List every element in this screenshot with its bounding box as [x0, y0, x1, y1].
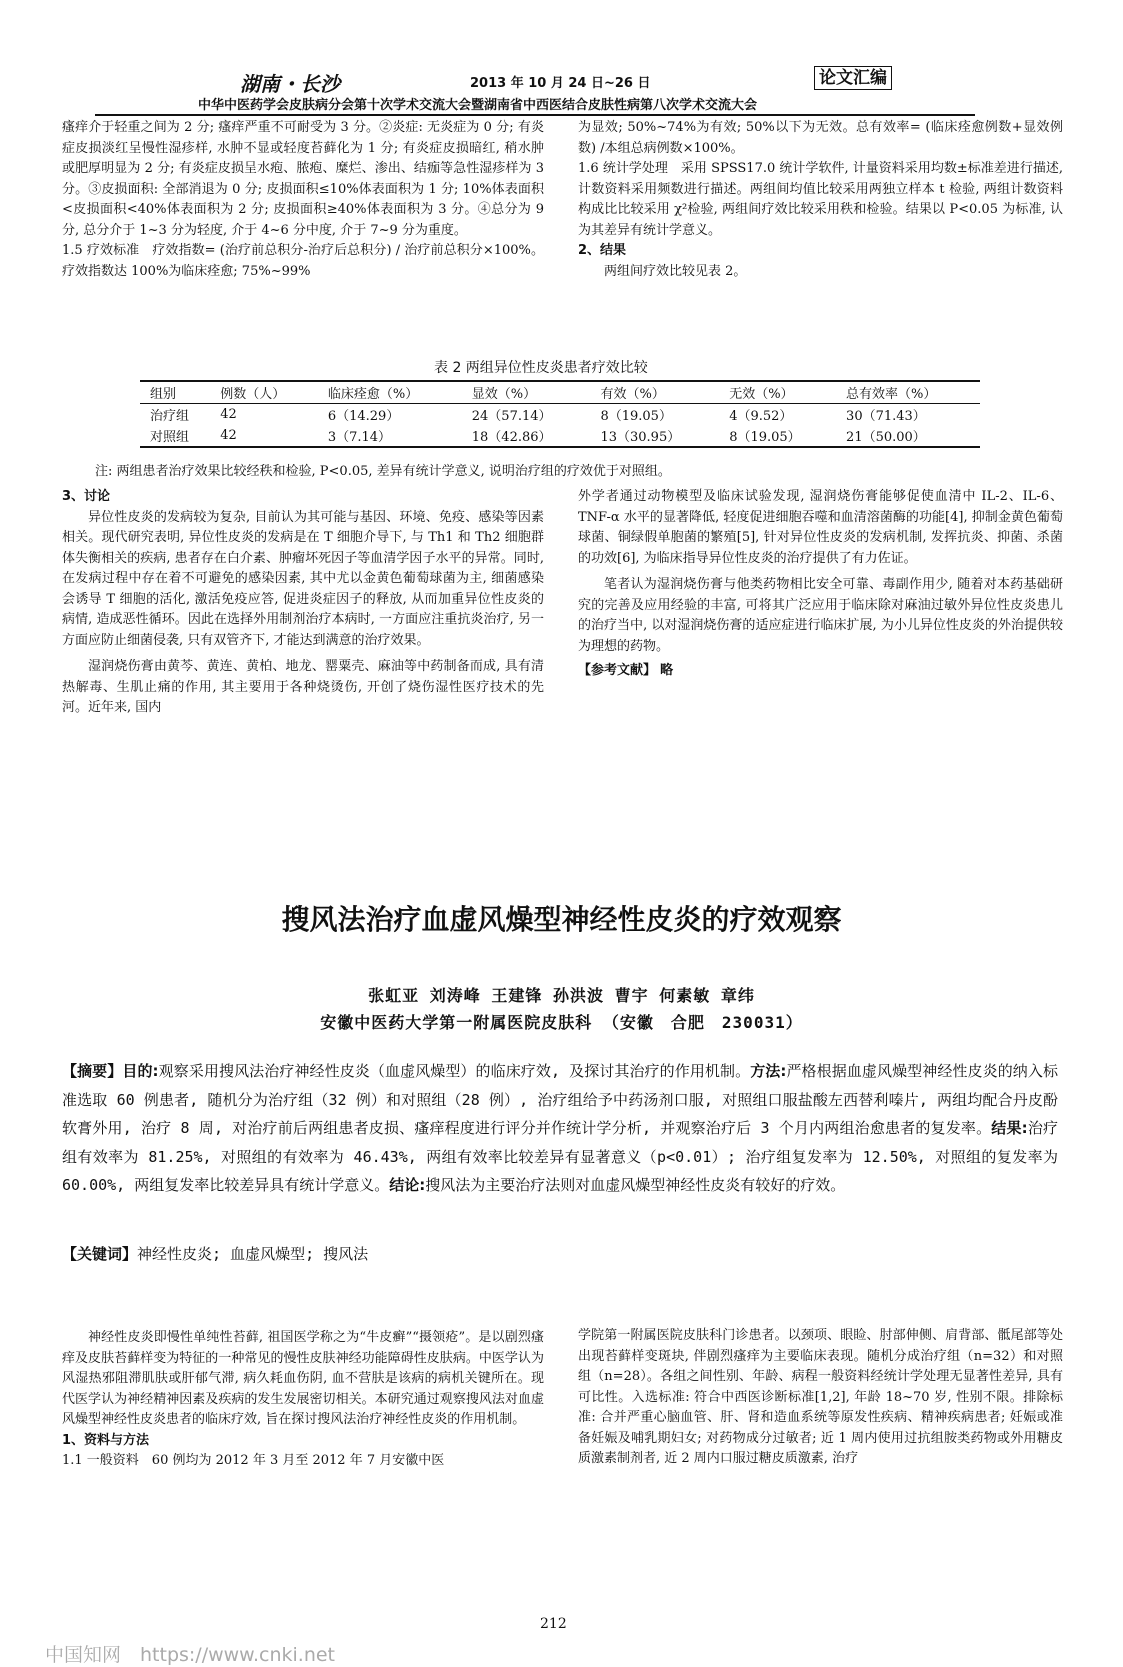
discussion-paragraph: 异位性皮炎的发病较为复杂, 目前认为其可能与基因、环境、免疫、感染等因素相关。现代研究表明, 异位性皮炎的发病是在 T 细胞介导下, 与 Th1 和 Th2 细胞群体失衡相关的疾病, 患者存在白介素、肿瘤坏死因子等血清学因子水平的异常。同时, 在发病过程中存在着不可避免的感染因素, 其中尤以金黄色葡萄球菌为主, 细菌感染会诱导 T 细胞的活化, 激活免疫应答, 促进炎症因子的释放, 从而加重异位性皮炎的病情, 造成恶性循环。因此在选择外用制剂治疗本病时, 一方面应注重抗炎治疗, 另一方面应防止细菌侵袭, 只有双管齐下, 才能达到满意的治疗效果。 — [62, 509, 544, 648]
table-cell: 8（19.05） — [729, 430, 801, 445]
table-cell: 3（7.14） — [327, 430, 392, 445]
table-cell: 42 — [220, 428, 237, 443]
discussion-right-column — [578, 487, 1063, 682]
conference-date: 2013 年 10 月 24 日~26 日 — [470, 76, 651, 91]
statistics-paragraph: 1.6 统计学处理 采用 SPSS17.0 统计学软件, 计量资料采用均数±标准差进行描述, 计数资料采用频数进行描述。两组间均值比较采用两独立样本 t 检验, 两组计数资料构成比比较采用 χ²检验, 两组间疗效比较采用秩和检验。结果以 P<0.05 为标准, 认为其差异有统计学意义。 — [578, 161, 1063, 238]
table-header-cell: 组别 — [150, 387, 177, 402]
header-rule — [95, 114, 975, 116]
table-row — [140, 425, 980, 447]
table-cell: 4（9.52） — [729, 409, 793, 424]
table-cell: 18（42.86） — [471, 430, 552, 445]
table-caption: 表 2 两组异位性皮炎患者疗效比较 — [434, 360, 648, 376]
efficacy-table — [140, 380, 980, 448]
discussion-paragraph: 外学者通过动物模型及临床试验发现, 湿润烧伤膏能够促使血清中 IL-2、IL-6、TNF-α 水平的显著降低, 轻度促进细胞吞噬和血清溶菌酶的功能[4], 抑制金黄色葡萄球菌、铜绿假单胞菌的繁殖[5], 针对异位性皮炎的发病机制, 发挥抗炎、抑菌、杀菌的功效[6], 为临床指导异位性皮炎的治疗提供了有力佐证。 — [578, 489, 1063, 566]
discussion-paragraph: 湿润烧伤膏由黄芩、黄连、黄柏、地龙、罂粟壳、麻油等中药制备而成, 具有清热解毒、生肌止痛的作用, 其主要用于各种烧烫伤, 开创了烧伤湿性医疗技术的先河。近年来, 国内 — [62, 659, 544, 715]
abstract-method-label: 方法: — [750, 1062, 787, 1080]
table-cell: 治疗组 — [150, 409, 190, 424]
results-paragraph: 两组间疗效比较见表 2。 — [604, 263, 747, 279]
table-cell: 24（57.14） — [471, 409, 552, 424]
abstract-conclusion: 搜风法为主要治疗法则对血虚风燥型神经性皮炎有较好的疗效。 — [425, 1176, 846, 1194]
conference-title: 中华中医药学会皮肤病分会第十次学术交流大会暨湖南省中西医结合皮肤性病第八次学术交流大会 — [198, 98, 758, 113]
keywords-label: 【关键词】 — [62, 1245, 138, 1263]
page-number: 212 — [540, 1616, 567, 1632]
abstract — [62, 1057, 1058, 1200]
keywords — [62, 1243, 1058, 1264]
table-header-cell: 总有效率（%） — [846, 387, 937, 402]
discussion-left-column — [62, 487, 544, 719]
article-title: 搜风法治疗血虚风燥型神经性皮炎的疗效观察 — [281, 903, 842, 936]
methods-paragraph-continued: 学院第一附属医院皮肤科门诊患者。以颈项、眼睑、肘部伸侧、肩背部、骶尾部等处出现苔藓样变斑块, 伴剧烈瘙痒为主要临床表现。随机分成治疗组（n=32）和对照组（n=28）。各组之间性别、年龄、病程一般资料经统计学处理无显著性差异, 具有可比性。入选标准: 符合中西医诊断标准[1,2], 年龄 18~70 岁, 性别不限。排除标准: 合并严重心脑血管、肝、肾和造血系统等原发性疾病、精神疾病患者; 妊娠或准备妊娠及哺乳期妇女; 对药物成分过敏者; 近 1 周内使用过抗组胺类药物或外用糖皮质激素制剂者, 近 2 周内口服过糖皮质激素, 治疗 — [578, 1328, 1063, 1466]
abstract-objective-label: 目的: — [122, 1062, 159, 1080]
collection-badge: 论文汇编 — [814, 66, 892, 90]
abstract-result-label: 结果: — [991, 1119, 1028, 1137]
table-cell: 8（19.05） — [600, 409, 672, 424]
references-label: 【参考文献】 — [578, 663, 657, 678]
results-heading: 2、结果 — [578, 243, 627, 258]
table-cell: 6（14.29） — [327, 409, 400, 424]
abstract-label: 【摘要】 — [62, 1062, 123, 1080]
keywords-value: 神经性皮炎; 血虚风燥型; 搜风法 — [137, 1245, 369, 1263]
table-cell: 对照组 — [150, 430, 190, 445]
methods-paragraph: 1.1 一般资料 60 例均为 2012 年 3 月至 2012 年 7 月安徽中医 — [62, 1453, 445, 1468]
table-cell: 30（71.43） — [846, 409, 926, 424]
table-header-cell: 无效（%） — [729, 387, 794, 402]
references-line — [578, 661, 1063, 682]
article-authors: 张虹亚 刘涛峰 王建锋 孙洪波 曹宇 何素敏 章纬 — [368, 986, 755, 1005]
table-cell: 13（30.95） — [600, 430, 681, 445]
table-header-row — [140, 381, 980, 404]
table-header-cell: 有效（%） — [600, 387, 665, 402]
scoring-paragraph: 瘙痒介于轻重之间为 2 分; 瘙痒严重不可耐受为 3 分。②炎症: 无炎症为 0 分; 有炎症皮损淡红呈慢性湿疹样, 水肿不显或轻度苔藓化为 1 分; 有炎症皮损暗红, 稍水肿或肥厚明显为 2 分; 有炎症皮损呈水疱、脓疱、糜烂、渗出、结痂等急性湿疹样为 3 分。③皮损面积: 全部消退为 0 分; 皮损面积≤10%体表面积为 1 分; 10%体表面积<皮损面积<40%体表面积为 2 分; 皮损面积≥40%体表面积为 3 分。④总分为 9 分, 总分介于 1~3 分为轻度, 介于 4~6 分中度, 介于 7~9 分为重度。 — [62, 120, 544, 238]
discussion-heading: 3、讨论 — [62, 489, 111, 504]
references-value: 略 — [660, 663, 674, 678]
top-left-column — [62, 118, 544, 282]
article-affiliation: 安徽中医药大学第一附属医院皮肤科 （安徽 合肥 230031） — [320, 1013, 803, 1032]
efficacy-standard-paragraph: 1.5 疗效标准 疗效指数= (治疗前总积分-治疗后总积分) / 治疗前总积分×100%。疗效指数达 100%为临床痊愈; 75%~99% — [62, 243, 544, 279]
article-right-column — [578, 1326, 1063, 1470]
introduction-paragraph: 神经性皮炎即慢性单纯性苔藓, 祖国医学称之为“牛皮癣”“摄领疮”。是以剧烈瘙痒及皮肤苔藓样变为特征的一种常见的慢性皮肤神经功能障碍性皮肤病。中医学认为风湿热邪阻滞肌肤或肝郁气滞, 病久耗血伤阴, 血不营肤是该病的病机关键所在。现代医学认为神经精神因素及疾病的发生发展密切相关。本研究通过观察搜风法对血虚风燥型神经性皮炎患者的临床疗效, 旨在探讨搜风法治疗神经性皮炎的作用机制。 — [62, 1330, 544, 1427]
cnki-watermark: 中国知网 https://www.cnki.net — [45, 1644, 336, 1666]
abstract-result: 治疗组有效率为 81.25%, 对照组的有效率为 46.43%, 两组有效率比较差异有显著意义（p<0.01）; 治疗组复发率为 12.50%, 对照组的复发率为 60.00%, 两组复发率比较差异具有统计学意义。 — [62, 1119, 1058, 1194]
top-right-column — [578, 118, 1063, 282]
table-note: 注: 两组患者治疗效果比较经秩和检验, P<0.05, 差异有统计学意义, 说明治疗组的疗效优于对照组。 — [95, 464, 671, 479]
table-header-cell: 临床痊愈（%） — [327, 387, 419, 402]
discussion-paragraph: 笔者认为湿润烧伤膏与他类药物相比安全可靠、毒副作用少, 随着对本药基础研究的完善及应用经验的丰富, 可将其广泛应用于临床除对麻油过敏外异位性皮炎患儿的治疗当中, 以对湿润烧伤膏的适应症进行临床扩展, 为小儿异位性皮炎的外治提供较为理想的药物。 — [578, 577, 1063, 654]
table-header-cell: 显效（%） — [471, 387, 537, 402]
conference-location: 湖南・长沙 — [240, 72, 340, 96]
abstract-conclusion-label: 结论: — [389, 1176, 426, 1194]
abstract-objective: 观察采用搜风法治疗神经性皮炎（血虚风燥型）的临床疗效, 及探讨其治疗的作用机制。 — [158, 1062, 751, 1080]
table-row — [140, 404, 980, 426]
abstract-method: 严格根据血虚风燥型神经性皮炎的纳入标准选取 60 例患者, 随机分为治疗组（32 例）和对照组（28 例）, 治疗组给予中药汤剂口服, 对照组口服盐酸左西替利嗪片, 两组均配合丹皮酚软膏外用, 治疗 8 周, 对治疗前后两组患者皮损、瘙痒程度进行评分并作统计学分析, 并观察治疗后 3 个月内两组治愈患者的复发率。 — [62, 1062, 1058, 1137]
methods-heading: 1、资料与方法 — [62, 1432, 150, 1448]
table-header-cell: 例数（人） — [220, 387, 286, 402]
efficacy-standard-continued: 为显效; 50%~74%为有效; 50%以下为无效。总有效率= (临床痊愈例数+显效例数) /本组总病例数×100%。 — [578, 120, 1063, 156]
article-left-column — [62, 1328, 544, 1472]
table-cell: 21（50.00） — [846, 430, 926, 445]
table-cell: 42 — [220, 407, 237, 422]
